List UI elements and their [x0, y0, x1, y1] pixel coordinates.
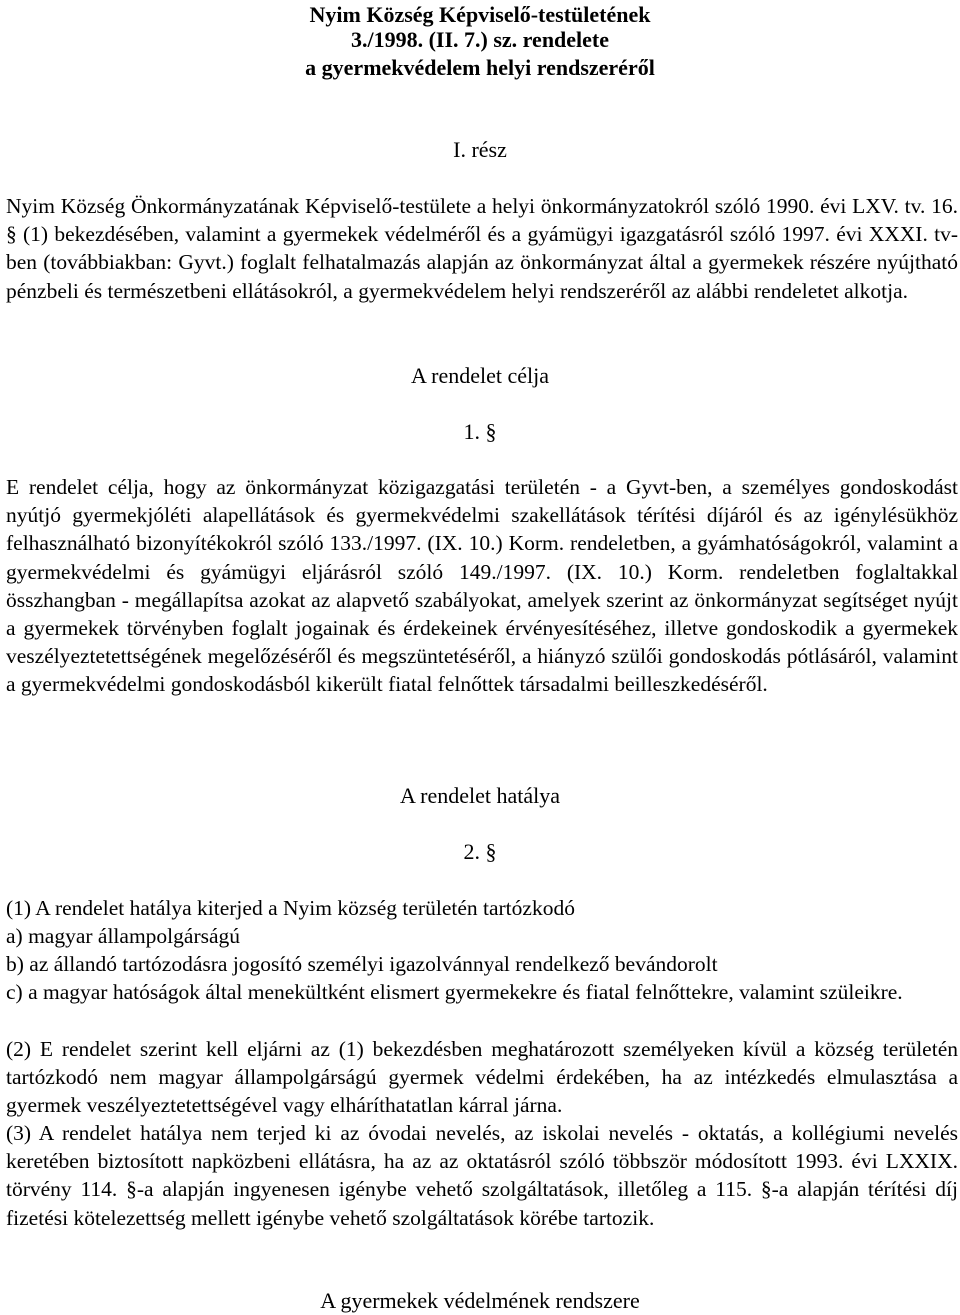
section-2-number: 2. § [463, 839, 497, 864]
document-title-line-1: Nyim Község Képviselő-testületének [309, 2, 651, 27]
section-1-paragraph: E rendelet célja, hogy az önkormányzat közigazgatási területén - a Gyvt-ben, a személyes gondoskodást nyútjó gyermekjóléti alapellátások és gyermekvédelmi szakellátások térítési díjáról és az igénylésükhöz felhasználható bizonyítékokról szóló 133./1997. (IX. 10.) Korm. rendeletben, a gyámhatóságokról, valamint a gyermekvédelmi és gyámügyi eljárásról szóló 149./1997. (IX. 10.) Korm. rendeletben foglaltakkal összhangban - megállapítsa azokat az alapvető szabályokat, amelyek szerint az önkormányzat segítséget nyújt a gyermekek törvényben foglalt jogainak és érdekeinek érvényesítéséhez, illetve gondoskodik a gyermekek veszélyeztetettségének megelőzéséről és megszüntetéséről, a hiányzó szülői gondoskodás pótlásáról, valamint a gyermekvédelmi gondoskodásból kikerült fiatal felnőttek társadalmi beilleszkedéséről. [6, 475, 958, 697]
section-2-item-c: c) a magyar hatóságok által menekültként elismert gyermekekre és fiatal felnőttekre, valamint szüleikre. [6, 980, 903, 1004]
section-2-paragraph-3: (3) A rendelet hatálya nem terjed ki az óvodai nevelés, az iskolai nevelés - oktatás, a kollégiumi nevelés keretében biztosított napközbeni ellátásra, ha az az oktatásról szóló többször módosított 1993. évi LXXIX. törvény 114. §-a alapján ingyenesen igénybe vehető szolgáltatások, illetőleg a 115. §-a alapján térítési díj fizetési kötelezettség mellett igénybe vehető szolgáltatások körébe tartozik. [6, 1121, 958, 1230]
section-2-paragraph-1-intro: (1) A rendelet hatálya kiterjed a Nyim község területén tartózkodó [6, 896, 575, 920]
section-2-paragraph-2: (2) E rendelet szerint kell eljárni az (1) bekezdésben meghatározott személyeken kívül a község területén tartózkodó nem magyar állampolgárságú gyermek védelmi érdekében, ha az intézkedés elmulasztása a gyermek veszélyeztetettségével vagy elháríthatatlan kárral járna. [6, 1037, 958, 1118]
section-2-heading: A rendelet hatálya [399, 783, 561, 808]
section-1-heading: A rendelet célja [410, 363, 550, 388]
document-title-line-2: 3./1998. (II. 7.) sz. rendelete [350, 27, 610, 52]
section-2-item-a: a) magyar állampolgárságú [6, 924, 241, 948]
document-title-line-3: a gyermekvédelem helyi rendszeréről [305, 55, 655, 80]
section-2-item-b: b) az állandó tartózodásra jogosító személyi igazolvánnyal rendelkező bevándorolt [6, 952, 718, 976]
section-3-heading: A gyermekek védelmének rendszere [320, 1288, 640, 1313]
section-1-number: 1. § [463, 419, 497, 444]
preamble-paragraph: Nyim Község Önkormányzatának Képviselő-testülete a helyi önkormányzatokról szóló 1990. évi LXV. tv. 16. § (1) bekezdésében, valamint a gyermekek védelméről és a gyámügyi igazgatásról szóló 1997. évi XXXI. tv-ben (továbbiakban: Gyvt.) foglalt felhatalmazás alapján az önkormányzat által a gyermekek részére nyújtható pénzbeli és természetbeni ellátásokról, a gyermekvédelem helyi rendszeréről az alábbi rendeletet alkotja. [6, 194, 958, 303]
part-heading: I. rész [453, 137, 507, 162]
